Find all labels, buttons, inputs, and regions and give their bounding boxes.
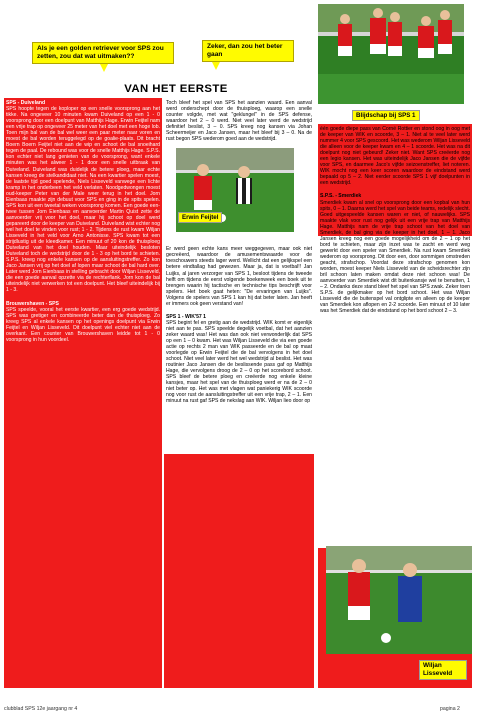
paragraph: SPS speelde, vooral het eerste kwartier, een erg goede wedstrijd. SPS was gretiger en combineerde beter dan de thuisploeg. Zo kreeg SPS al enkele kansen op het openings doelpunt via Erwin Feijtel en Wiljan Lisseveld. Dit doelpunt viel echter niet aan de overkant. Een counter van Brouwershaven leidde tot 1 - 0 voorsprong in hun voordeel. [6,306,160,343]
celebration-image [318,4,464,104]
speech-bubble-right: Zeker, dan zou het beter gaan [202,40,294,62]
speech-bubble-right-tail [212,62,220,70]
team-celebration-photo [318,4,464,104]
middle-photo-caption: Erwin Feijtel [178,212,222,223]
action-image [326,546,472,654]
match-heading: S.P.S. - Smerdiek [320,193,362,200]
speech-bubble-left-tail [100,64,108,72]
bottom-photo-caption: Wiljan Lisseveld [419,660,467,680]
speech-bubble-left: Als je een golden retriever voor SPS zou zetten, zou dat wat uitmaken?? [32,42,174,64]
paragraph-gap [320,186,470,191]
match-action-photo [326,546,472,654]
article-column-2 [166,100,312,686]
paragraph: SPS hoopte tegen de koploper op een snelle voorsprong aan het tikke. Na ongeveer 10 minuten kwam Duiveland op een 1 - 0 voorsprong door een doelpunt van Matthijs Hage. Erwin Feijtel nam een vrije trap op ongeveer 25 meter van het doel met een hoge lob. Toen mijn bal van de bal wel weer een paar meter naar voren en moest de bal worden teruggelegd op de goalie-plaats. Dit bracht Boern Boern Feijtel niet aan de wip en schoot de bal snoeihard tegen de paal. De rebound was voor de snelle Matthijs Hage. S.P.S. kon echter niet lang genieten van de voorsprong, want enkele minuten was het alweer 1 - 1 door een snelle uitbraak van Duiveland. Duiveland was duidelijk de betere ploeg, maar echte kansen kreeg de stelkandidaat niet. Na een kwartier spelen moest, de laatste tijd goed spelende, Niels Lisseveld vanwege een lichte kramp in het onderbeen het veld verlaten. Noodgedwongen moest oud-keeper Peter van der Male weer terug in het doel. Jorn Eienbaas maakte zijn debuut voor SPS en ging in de spits spelen. SPS kon uit een tweetal weken voorsprong komen. Een goede een-twee tussen Jorn Eienbaas en aanvoerder Martin Quist zette de aanvoerder vrij voor het doel, maar hij schoot op doel werd gepareerd door de keeper van Duiveland. Duiveland wist echter nog wel het doel te vinden voor rust; 1 - 2. Tijdens de rust kwam Wiljan Lisseveld in het veld voor Arno Antonisse. SPS kwam tot een strijdlustig uit de kleedkamer. Een minuut of 20 kon de thuisploeg Duiveland van het doel houden. Maar uiteindelijk besloten Duiveland toch de wedstrijd door de 1 - 3 op het bord te schieten. S.P.S. kreeg nog enkele kansen op de aansluitingstreffer. Zo kon Jaco Jansen vrij op het doel af lopen maar schoot de bal hard over. Later werd Jorn Eienbaas in stelling gebracht door Wiljan Lisseveld, die een goede aanval opzette via de rechterflank. Jorn kon de bal uiteindelijk niet verwerken tot een doelpunt. Het bleef uiteindelijk bij 1 - 3. [6,106,160,294]
paragraph: één goede diepe pass van Corné Rottier en stond oog in oog met de keeper van WIK en scoorde, 3 – 1. Niet al te veel later werd nummer 4 voor SPS gescoord. Het was wederom Wiljan Lisseveld die alleen voor de keeper kwam en 4 – 1 scoorde. Het was na dit doelpunt nog niet gebeurd! Zeker niet. Want SPS creëerde nog een legio kansen. Het was uiteindelijk Jaco Jansen die de vijfde voor SPS, en daarmee Jaco's vijfde seizoenstreffer, liet noteren. WIK mocht nog een keer scoren waardoor de eindstand werd bepaald op 5 – 2. Niet eerder scoorde SPS 1 vijf doelpunten in een wedstrijd. [320,126,470,187]
footer-left: clubblad SPS 12e jaargang nr 4 [4,706,78,712]
paragraph: Smerdiek kwam al snel op voorsprong door een kopbal van hun spits, 0 – 1. Daarna werd het spel van beide teams, redelijk slecht. Goed uitgespeelde kansen waren er niet, of nauwelijks. SPS maakte vlak voor rust nog gelijk uit een vrije trap van Matthijs Hage. Matthijs nam de vrije trap schoot van het doel van Smerdiek, de bal ging via de keeper in het doel, 1 – 1. Jaco Jansen kreeg nog een goede mogelijkheid om de 2 – 1 op het bord te schieten, maar zijn inzet was te zacht en werd weg gewerkt door een speler van Smerdiek. Na rust kwam Smerdiek wederom op voorsprong. Dit door een, door sommigen omstreden geacht, strafschop. Voordat deze strafschop genomen kon worden, moest keeper Niels Lisseveld van de scheidsrechter zijn bril schoon laten maken omdat deze niet schoon was! De aanvoerder van Smerdiek wist dit buitenkansje wel te benutten, 1 – 2. Ondanks deze stand bleef het spel van SPS zwak. Zeker toen S.P.S. de gelijkmaker op het bord schoot. Het was Wiljan Lisseveld die de buitenspel val ontglipte en alleen op de keeper van Smerdiek kon aflopen en 2-2 scoorde. Een minuut of 10 later was het Smerdiek dat de eindstand op het bord schoot 2 – 3. [320,199,470,315]
footer-right: pagina 2 [440,706,460,712]
paragraph-gap [166,307,312,312]
paragraph: Er werd geen echte kans meer weggegeven, maar ook niet gecreëerd, waardoor de amusementswaarde voor de toeschouwers steeds lager werd. Wellicht dat een gelijkspel een betere eindtallag had gewezen. Maar ja, dat is voetbal!! Jan Luijks, al jaren verzorger van SPS 1, besloot tijdens de tweede helft om tijdens de eerst volgende boekenweek een boek uit te brengen waarin hij tactische en technische tips beschrijft voor spelers. Het boek gaat heten: "De ervaringen van Luijks". Volgens de spelers van SPS 1 kan hij dat beter laten. Jan heeft er immers ook geen verstand van! [166,246,312,307]
middle-photo-block [166,146,312,242]
article-title: VAN HET EERSTE [124,83,228,95]
paragraph: SPS begint fel en gretig aan de wedstrijd. WIK komt er eigenlijk niet aan te pas. SPS speelde degelijk voetbal, dat het aanzien zeker waard was! Het was dan ook niet verwonderlijk dat SPS op een 1 – 0 kwam. Het was Wiljan Lisseveld die via een goede actie op rechts 2 man van WIK passeerde en de bal op maat voorlegde op Erwin Feijtel die de bal vervolgens in het doel schoot. Niet veel later werd het wel wedstrijd al beslist. Het was routinier Jaco Jansen die de beslissende pass gaf op Matthijs Hage, die vervolgens droog de 2 – 0 op het scorebord schoot. SPS bleef de betere ploeg en creëerde nog enkele kleine kansjes, maar het spel van de thuisploeg werd er na de 2 – 0 niet beter op. Het was met vlagen wat paniekerig WIK scoorde nog voor rust de aansluitingstreffer uit een vrije trap, 2 – 1. Een minuut na rust gaf SPS de nekslag aan WIK. Wiljan lieo door op [166,319,312,405]
match-heading: SPS 1 - WIK'57 1 [166,313,206,320]
article-column-1 [6,100,160,686]
top-photo-caption: Blijdschap bij SPS 1 [352,110,420,121]
match-heading: Brouwershaven - SPS [6,300,59,307]
paragraph: Toch bleef het spel van SPS het aanzien waard. Een aanval werd onderschept door de thuisploeg, waarop een snelle counter volgde, met wat "geklungel" in de SPS defense, waardoor het 2 – 0 werd. Niet veel later werd de wedstrijd definitief beslist, 3 – 0. SPS kreeg nog kansen via Johan Scheermeijer en Jaco Jansen, maar het bleef bij 3 – 0. Na de rust begon SPS wederom goed aan de wedstrijd. [166,100,312,143]
match-heading: SPS - Duiveland [6,100,46,106]
paragraph-gap [6,294,160,299]
